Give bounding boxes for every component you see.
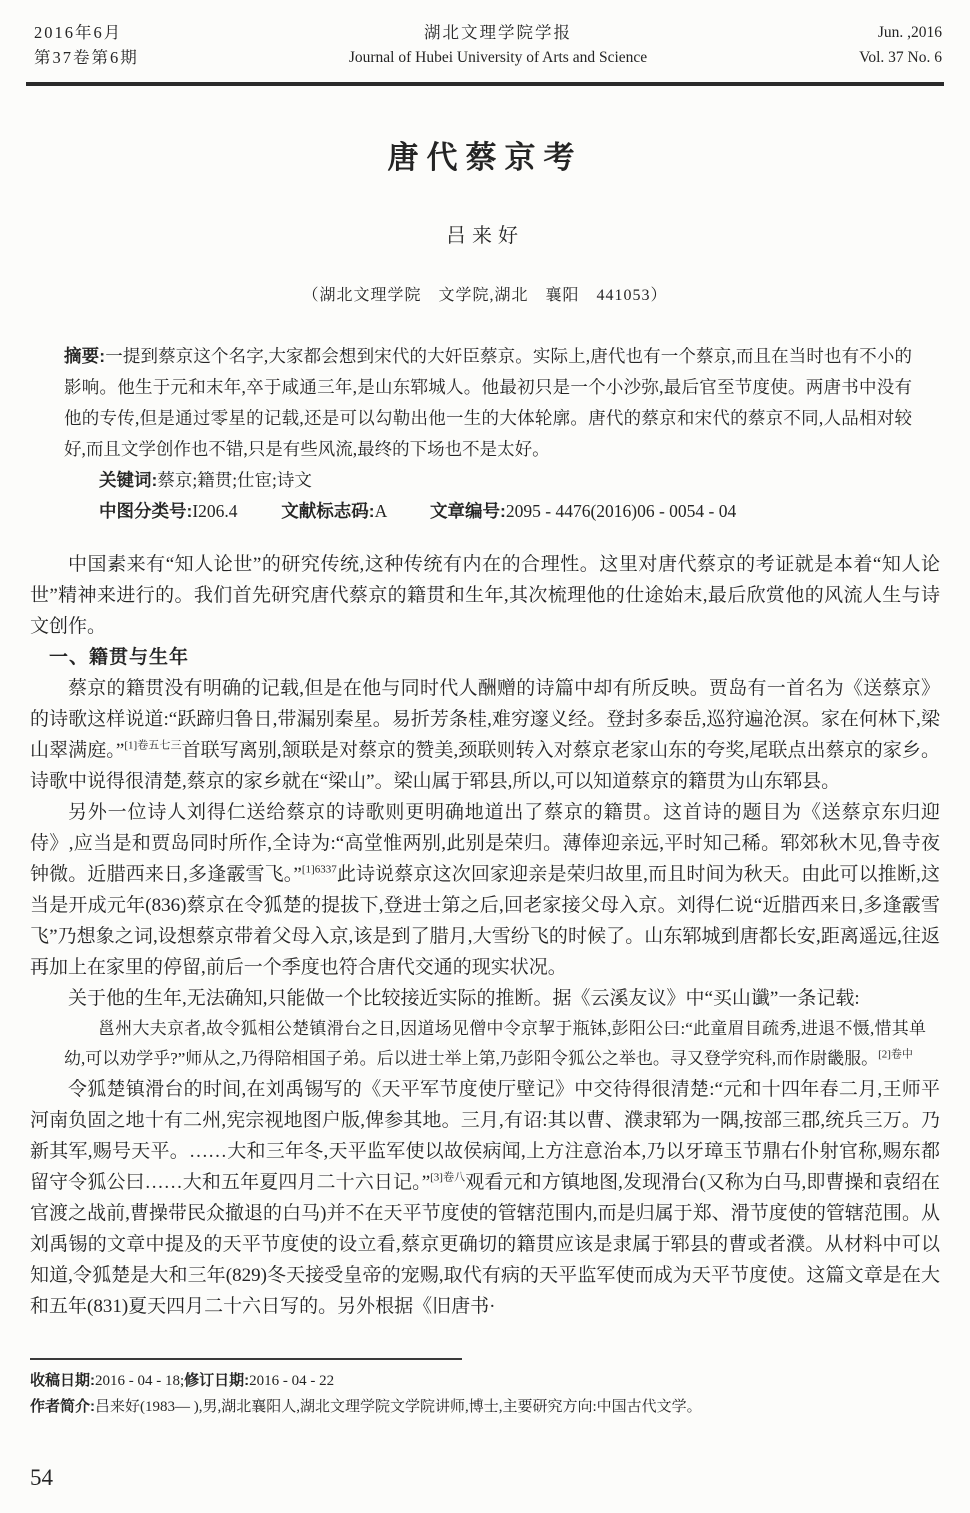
header-divider bbox=[26, 82, 944, 86]
issue-date: 2016年6月 bbox=[34, 23, 123, 42]
received-date: 2016 - 04 - 18; bbox=[95, 1373, 185, 1389]
clc-label: 中图分类号: bbox=[99, 501, 193, 521]
body-paragraph: 关于他的生年,无法确知,只能做一个比较接近实际的推断。据《云溪友议》中“买山谶”一条记载: bbox=[68, 988, 860, 1009]
author-bio-line bbox=[30, 1394, 940, 1420]
article-id-label: 文章编号: bbox=[430, 501, 506, 521]
author-bio-label: 作者简介: bbox=[30, 1398, 95, 1415]
body-paragraph: 另外一位诗人刘得仁送给蔡京的诗歌则更明确地道出了蔡京的籍贯。这首诗的题目为《送蔡京东归迎侍》,应当是和贾岛同时所作,全诗为:“高堂惟两别,此别是荣归。薄俸迎亲远,平时知己稀。郓郊秋木见,鲁寺夜钟微。近腊西来日,多逢霰雪飞。”$^{[1]6337}$此诗说蔡京这次回家迎亲是荣归故里,而且时间为秋天。由此可以推断,这当是开成元年(836)蔡京在令狐楚的提拔下,登进士第之后,回老家接父母入京。刘得仁说“近腊西来日,多逢霰雪飞”乃想象之词,设想蔡京带着父母入京,该是到了腊月,大雪纷飞的时候了。山东郓城到唐都长安,距离遥远,往返再加上在家里的停留,前后一个季度也符合唐代交通的现实状况。 bbox=[30, 802, 940, 978]
citation-superscript: [2]卷中 bbox=[878, 1048, 913, 1061]
body-paragraph: 中国素来有“知人论世”的研究传统,这种传统有内在的合理性。这里对唐代蔡京的考证就是本着“知人论世”精神来进行的。我们首先研究唐代蔡京的籍贯和生年,其次梳理他的仕途始末,最后欣赏他的风流人生与诗文创作。 bbox=[30, 554, 940, 637]
journal-title-en: Journal of Hubei University of Arts and Science bbox=[348, 49, 648, 66]
section-heading: 一、籍贯与生年 bbox=[49, 647, 190, 668]
journal-title-cn: 湖北文理学院学报 bbox=[424, 23, 572, 42]
journal-header bbox=[0, 0, 970, 80]
article-id-value: 2095 - 4476(2016)06 - 0054 - 04 bbox=[505, 501, 737, 521]
citation-superscript: [3]卷八 bbox=[430, 1171, 466, 1184]
keywords-line bbox=[64, 465, 912, 496]
issue-volume: 第37卷第6期 bbox=[34, 48, 139, 67]
footnote-divider bbox=[30, 1358, 462, 1360]
keywords-text: 蔡京;籍贯;仕宦;诗文 bbox=[157, 470, 312, 490]
author-bio-text: 吕来好(1983— ),男,湖北襄阳人,湖北文理学院文学院讲师,博士,主要研究方向:中国古代文学。 bbox=[95, 1399, 702, 1415]
issue-volume-en: Vol. 37 No. 6 bbox=[859, 49, 942, 66]
revised-date: 2016 - 04 - 22 bbox=[249, 1373, 335, 1389]
header-issue-info bbox=[34, 20, 204, 70]
article-title: 唐代蔡京考 bbox=[387, 140, 583, 175]
abstract-block bbox=[64, 341, 912, 465]
citation-superscript: [1]6337 bbox=[301, 863, 337, 876]
article-affiliation: （湖北文理学院 文学院,湖北 襄阳 441053） bbox=[302, 287, 668, 304]
doc-code-label: 文献标志码: bbox=[281, 501, 375, 521]
clc-value: I206.4 bbox=[192, 501, 238, 521]
article-body bbox=[30, 549, 940, 1322]
body-paragraph: 蔡京的籍贯没有明确的记载,但是在他与同时代人酬赠的诗篇中却有所反映。贾岛有一首名为《送蔡京》的诗歌这样说道:“跃蹄归鲁日,带漏别秦星。易折芳条桂,难穷邃义经。登封多泰岳,巡狩遍沧溟。家在何林下,梁山翠满庭。”$^{[1]卷五七三}$首联写离别,颔联是对蔡京的赞美,颈联则转入对蔡京老家山东的夸奖,尾联点出蔡京的家乡。诗歌中说得很清楚,蔡京的家乡就在“梁山”。梁山属于郓县,所以,可以知道蔡京的籍贯为山东郓县。 bbox=[30, 678, 940, 792]
page-number: 54 bbox=[30, 1465, 53, 1490]
header-issue-info-en bbox=[792, 20, 942, 70]
article-author: 吕来好 bbox=[446, 225, 524, 247]
doc-code-value: A bbox=[374, 501, 387, 521]
keywords-label: 关键词: bbox=[99, 470, 158, 490]
classification-line bbox=[64, 496, 912, 527]
received-label: 收稿日期: bbox=[30, 1372, 95, 1389]
issue-date-en: Jun. ,2016 bbox=[877, 24, 942, 41]
journal-title-block bbox=[204, 20, 792, 70]
block-quote: 邕州大夫京者,故令狐相公楚镇滑台之日,因道场见僧中令京挈于瓶钵,彭阳公曰:“此童眉目疏秀,进退不慑,惜其单幼,可以劝学乎?”师从之,乃得陪相国子弟。后以进士举上第,乃彭阳令狐公之举也。寻又登学究科,而作尉畿服。$^{[2]卷中}$ bbox=[64, 1019, 926, 1068]
body-paragraph: 令狐楚镇滑台的时间,在刘禹锡写的《天平军节度使厅壁记》中交待得很清楚:“元和十四年春二月,王师平河南负固之地十有二州,宪宗视地图户版,俾参其地。三月,有诏:其以曹、濮隶郓为一隅,按部三郡,统兵三万。乃新其军,赐号天平。……大和三年冬,天平监军使以故侯病闻,上方注意治本,乃以牙璋玉节鼎右仆射官称,赐东都留守令狐公曰……大和五年夏四月二十六日记。”$^{[3]卷八}$观看元和方镇地图,发现滑台(又称为白马,即曹操和袁绍在官渡之战前,曹操带民众撤退的白马)并不在天平节度使的管辖范围内,而是归属于郑、滑节度使的管辖范围。从刘禹锡的文章中提及的天平节度使的设立看,蔡京更确切的籍贯应该是隶属于郓县的曹或者濮。从材料中可以知道,令狐楚是大和三年(829)冬天接受皇帝的宠赐,取代有病的天平监军使而成为天平节度使。这篇文章是在大和五年(831)夏天四月二十六日写的。另外根据《旧唐书· bbox=[30, 1079, 940, 1317]
citation-superscript: [1]卷五七三 bbox=[124, 739, 182, 752]
footer-notes bbox=[30, 1368, 940, 1420]
received-line bbox=[30, 1368, 940, 1394]
revised-label: 修订日期: bbox=[184, 1372, 250, 1389]
abstract-label: 摘要: bbox=[64, 346, 106, 366]
abstract-text: 一提到蔡京这个名字,大家都会想到宋代的大奸臣蔡京。实际上,唐代也有一个蔡京,而且在当时也有不小的影响。他生于元和末年,卒于咸通三年,是山东郓城人。他最初只是一个小沙弥,最后官至节度使。两唐书中没有他的专传,但是通过零星的记载,还是可以勾勒出他一生的大体轮廓。唐代的蔡京和宋代的蔡京不同,人品相对较好,而且文学创作也不错,只是有些风流,最终的下场也不是太好。 bbox=[64, 346, 913, 459]
